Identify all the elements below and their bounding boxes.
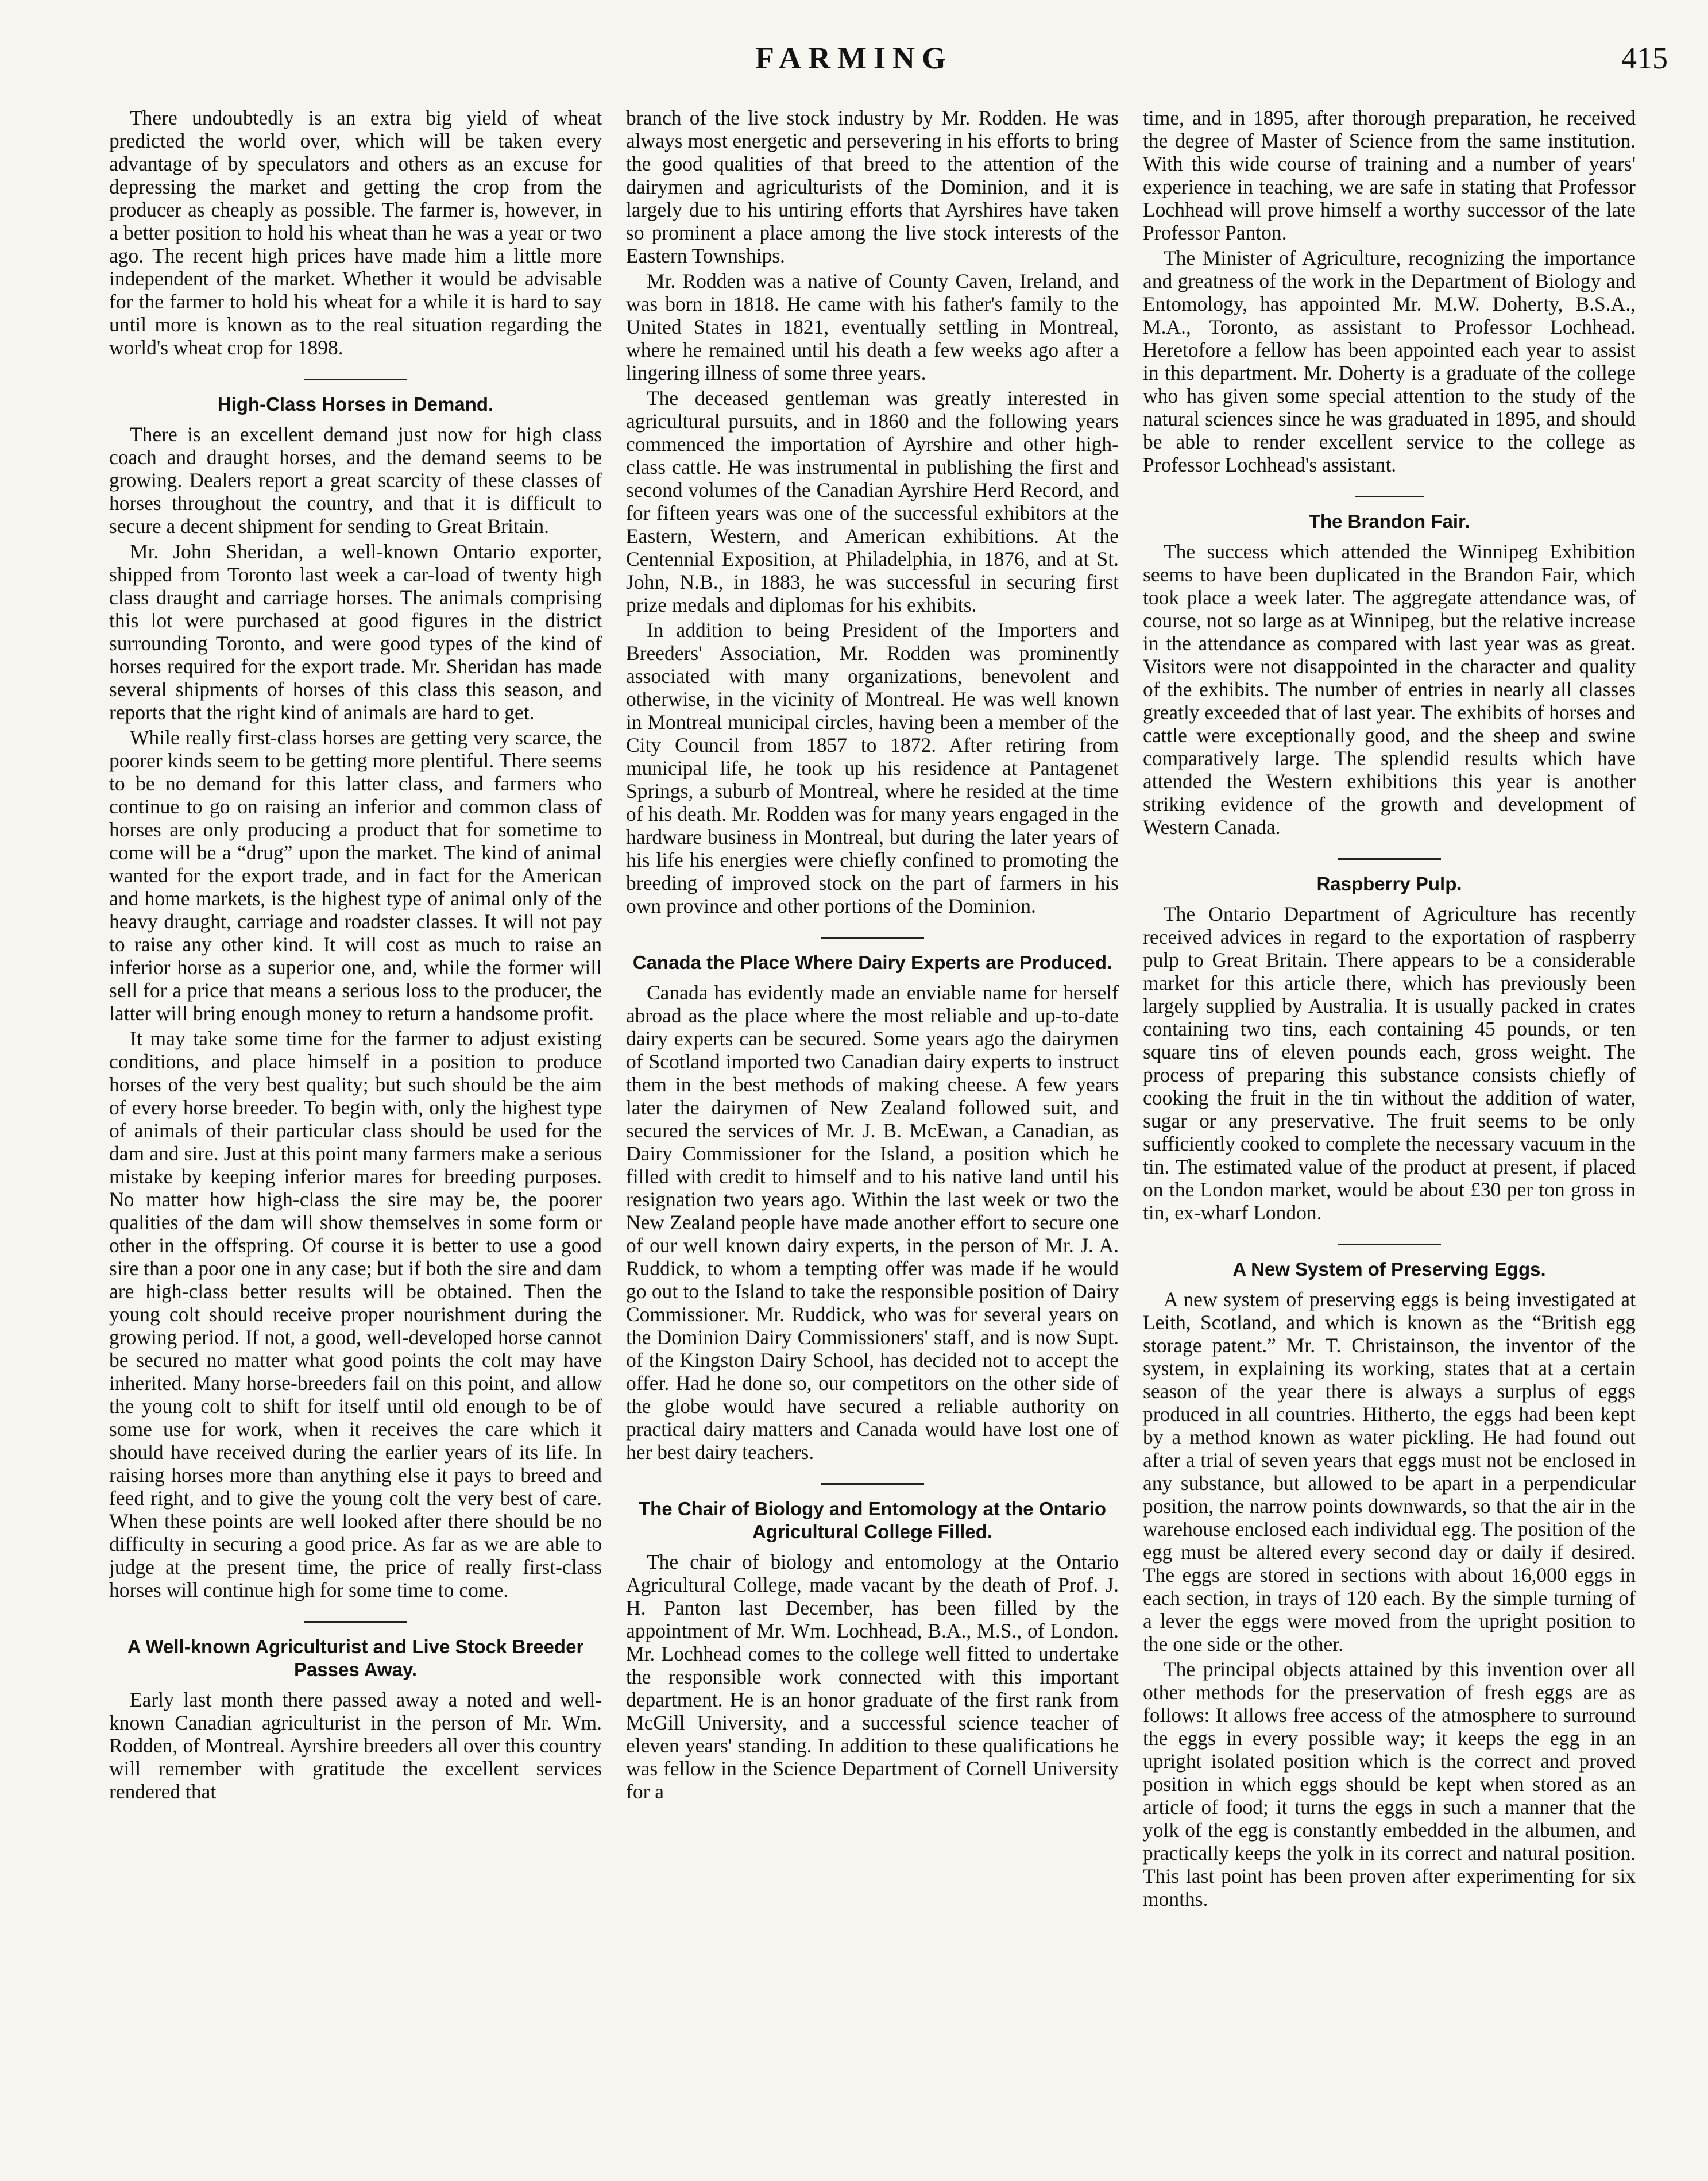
article-paragraph: The Ontario Department of Agriculture has recently received advices in regard to the exportation of raspberry pulp to Great Britain. There appears to be a considerable market for this article there, which has previously been largely supplied by Australia. It is usually packed in crates containing two tins, each containing 45 pounds, or ten square tins of eleven pounds each, gross weight. The process of preparing this substance consists chiefly of cooking the fruit in the tin without the addition of water, sugar or any preservative. The fruit seems to be only sufficiently cooked to complete the necessary vacuum in the tin. The estimated value of the product at present, if placed on the London market, would be about £30 per ton gross in tin, ex-wharf London.	[1143, 902, 1636, 1224]
section-divider	[1338, 1244, 1441, 1245]
article-columns	[109, 106, 1637, 2145]
article-paragraph: There is an excellent demand just now for high class coach and draught horses, and the demand seems to be growing. Dealers report a great scarcity of these classes of horses throughout the country, and that it is difficult to secure a decent shipment for sending to Great Britain.	[109, 423, 602, 538]
article-heading: A New System of Preserving Eggs.	[1232, 1259, 1546, 1280]
article-paragraph: The principal objects attained by this invention over all other methods for the preservation of fresh eggs are as follows: It allows free access of the atmosphere to surround the eggs in every possible way; it keeps the egg in an upright isolated position which is the correct and proved position in which eggs should be kept when stored as an article of food; it turns the eggs in such a manner that the yolk of the egg is constantly embedded in the albumen, and practically keeps the yolk in its correct and natural position. This last point has been proven after experimenting for six months.	[1143, 1658, 1636, 1910]
article-heading: The Brandon Fair.	[1308, 511, 1470, 532]
section-divider	[821, 1483, 924, 1485]
article-paragraph: Early last month there passed away a noted and well-known Canadian agriculturist in the person of Mr. Wm. Rodden, of Montreal. Ayrshire breeders all over this country will remember with gratitude the excellent services rendered that	[109, 1688, 602, 1803]
article-paragraph: While really first-class horses are getting very scarce, the poorer kinds seem to be getting more plentiful. There seems to be no demand for this latter class, and farmers who continue to go on raising an inferior and common class of horses are only producing a product that for sometime to come will be a “drug” upon the market. The kind of animal wanted for the export trade, and in fact for the American and home markets, is the highest type of animal only of the heavy draught, carriage and roadster classes. It will not pay to raise any other kind. It will cost as much to raise an inferior horse as a superior one, and, while the former will sell for a price that means a serious loss to the producer, the latter will bring enough money to return a handsome profit.	[109, 726, 602, 1025]
section-divider	[821, 937, 924, 939]
article-heading: High-Class Horses in Demand.	[217, 393, 494, 415]
article-paragraph: Mr. John Sheridan, a well-known Ontario exporter, shipped from Toronto last week a car-load of twenty high class draught and carriage horses. The animals comprising this lot were purchased at good figures in the district surrounding Toronto, and were good types of the kind of horses required for the export trade. Mr. Sheridan has made several shipments of horses of this class this season, and reports that the right kind of animals are hard to get.	[109, 540, 602, 724]
article-paragraph: Canada has evidently made an enviable name for herself abroad as the place where the most reliable and up-to-date dairy experts can be secured. Some years ago the dairymen of Scotland imported two Canadian dairy experts to instruct them in the best methods of making cheese. A few years later the dairymen of New Zealand followed suit, and secured the services of Mr. J. B. McEwan, a Canadian, as Dairy Commissioner for the Island, a position which he filled with credit to himself and to his native land until his resignation two years ago. Within the last week or two the New Zealand people have made another effort to secure one of our well known dairy experts, in the person of Mr. J. A. Ruddick, to whom a tempting offer was made if he would go out to the Island to take the responsible position of Dairy Commissioner. Mr. Ruddick, who was for several years on the Dominion Dairy Commissioners' staff, and is now Supt. of the Kingston Dairy School, has decided not to accept the offer. Had he done so, our competitors on the other side of the globe would have secured a reliable authority on practical dairy matters and Canada would have lost one of her best dairy teachers.	[626, 981, 1119, 1464]
article-paragraph: It may take some time for the farmer to adjust existing conditions, and place himself in a position to produce horses of the very best quality; but such should be the aim of every horse breeder. To begin with, only the highest type of animals of their particular class should be used for the dam and sire. Just at this point many farmers make a serious mistake by keeping inferior mares for breeding purposes. No matter how high-class the sire may be, the poorer qualities of the dam will show themselves in some form or other in the offspring. Of course it is better to use a good sire than a poor one in any case; but if both the sire and dam are high-class better results will be obtained. Then the young colt should receive proper nourishment during the growing period. If not, a good, well-developed horse cannot be secured no matter what good points the colt may have inherited. Many horse-breeders fail on this point, and allow the young colt to shift for itself until old enough to be of some use for work, when it receives the care which it should have received during the earlier years of its life. In raising horses more than anything else it pays to breed and feed right, and to give the young colt the very best of care. When these points are well looked after there should be no difficulty in securing a good price. As far as we are able to judge at the present time, the price of really first-class horses will continue high for some time to come.	[109, 1027, 602, 1601]
article-paragraph: time, and in 1895, after thorough preparation, he received the degree of Master of Science from the same institution. With this wide course of training and a number of years' experience in teaching, we are safe in stating that Professor Lochhead will prove himself a worthy successor of the late Professor Panton.	[1143, 106, 1636, 244]
article-paragraph: The chair of biology and entomology at the Ontario Agricultural College, made vacant by the death of Prof. J. H. Panton last December, has been filled by the appointment of Mr. Wm. Lochhead, B.A., M.S., of London. Mr. Lochhead comes to the college well fitted to undertake the responsible work connected with this important department. He is an honor graduate of the first rank from McGill University, and a successful science teacher of eleven years' standing. In addition to these qualifications he was fellow in the Science Department of Cornell University for a	[626, 1550, 1119, 1803]
journal-title: FARMING	[755, 41, 953, 75]
page-number: 415	[1621, 41, 1668, 75]
section-divider	[1338, 858, 1441, 860]
column-2	[626, 106, 1119, 2145]
section-divider	[304, 1621, 407, 1623]
column-3	[1143, 106, 1636, 2145]
article-paragraph: In addition to being President of the Importers and Breeders' Association, Mr. Rodden was prominently associated with many organizations, benevolent and otherwise, in the vicinity of Montreal. He was well known in Montreal municipal circles, having been a member of the City Council from 1857 to 1872. After retiring from municipal life, he took up his residence at Pantagenet Springs, a suburb of Montreal, where he resided at the time of his death. Mr. Rodden was for many years engaged in the hardware business in Montreal, but during the later years of his life his energies were chiefly confined to promoting the breeding of improved stock on the part of farmers in his own province and other portions of the Dominion.	[626, 619, 1119, 917]
article-heading: Canada the Place Where Dairy Experts are Produced.	[632, 952, 1112, 973]
article-paragraph: branch of the live stock industry by Mr. Rodden. He was always most energetic and persevering in his efforts to bring the good qualities of that breed to the attention of the dairymen and agriculturists of the Dominion, and it is largely due to his untiring efforts that Ayrshires have taken so prominent a place among the live stock interests of the Eastern Townships.	[626, 106, 1119, 267]
article-paragraph: There undoubtedly is an extra big yield of wheat predicted the world over, which will be taken every advantage of by speculators and others as an excuse for depressing the market and getting the crop from the producer as cheaply as possible. The farmer is, however, in a better position to hold his wheat than he was a year or two ago. The recent high prices have made him a little more independent of the market. Whether it would be advisable for the farmer to hold his wheat for a while it is hard to say until more is known as to the real situation regarding the world's wheat crop for 1898.	[109, 106, 602, 359]
section-divider	[304, 379, 407, 380]
running-head	[0, 36, 1708, 87]
article-heading: The Chair of Biology and Entomology at the Ontario Agricultural College Filled.	[638, 1498, 1106, 1542]
article-paragraph: The deceased gentleman was greatly interested in agricultural pursuits, and in 1860 and the following years commenced the importation of Ayrshire and other high-class cattle. He was instrumental in publishing the first and second volumes of the Canadian Ayrshire Herd Record, and for fifteen years was one of the successful exhibitors at the Eastern, Western, and American exhibitions. At the Centennial Exposition, at Philadelphia, in 1876, and at St. John, N.B., in 1883, he was successful in securing first prize medals and diplomas for his exhibits.	[626, 387, 1119, 616]
article-paragraph: The success which attended the Winnipeg Exhibition seems to have been duplicated in the Brandon Fair, which took place a week later. The aggregate attendance was, of course, not so large as at Winnipeg, but the relative increase in the attendance as compared with last year was as great. Visitors were not disappointed in the character and quality of the exhibits. The number of entries in nearly all classes greatly exceeded that of last year. The exhibits of horses and cattle were exceptionally good, and the sheep and swine comparatively large. The splendid results which have attended the Western exhibitions this year is another striking evidence of the growth and development of Western Canada.	[1143, 540, 1636, 839]
article-paragraph: Mr. Rodden was a native of County Caven, Ireland, and was born in 1818. He came with his father's family to the United States in 1821, eventually settling in Montreal, where he remained until his death a few weeks ago after a lingering illness of some three years.	[626, 269, 1119, 384]
article-heading: A Well-known Agriculturist and Live Stock Breeder Passes Away.	[127, 1636, 584, 1680]
article-heading: Raspberry Pulp.	[1316, 873, 1462, 894]
column-1	[109, 106, 602, 2145]
section-divider	[1355, 496, 1424, 497]
article-paragraph: The Minister of Agriculture, recognizing the importance and greatness of the work in the Department of Biology and Entomology, has appointed Mr. M.W. Doherty, B.S.A., M.A., Toronto, as assistant to Professor Lochhead. Heretofore a fellow has been appointed each year to assist in this department. Mr. Doherty is a graduate of the college who has given some special attention to the study of the natural sciences since he was graduated in 1895, and should be able to render excellent service to the college as Professor Lochhead's assistant.	[1143, 246, 1636, 476]
article-paragraph: A new system of preserving eggs is being investigated at Leith, Scotland, and which is known as the “British egg storage patent.” Mr. T. Christainson, the inventor of the system, in explaining its working, states that at a certain season of the year there is always a surplus of eggs produced in all countries. Hitherto, the eggs had been kept by a method known as water pickling. He had found out after a trial of seven years that eggs must not be enclosed in any substance, but allowed to be apart in a perpendicular position, the narrow points downwards, so that the air in the warehouse enclosed each individual egg. The position of the egg must be altered every second day or daily if desired. The eggs are stored in sections with about 16,000 eggs in each section, in trays of 120 each. By the simple turning of a lever the eggs were moved from the upright position to the one side or the other.	[1143, 1288, 1636, 1655]
